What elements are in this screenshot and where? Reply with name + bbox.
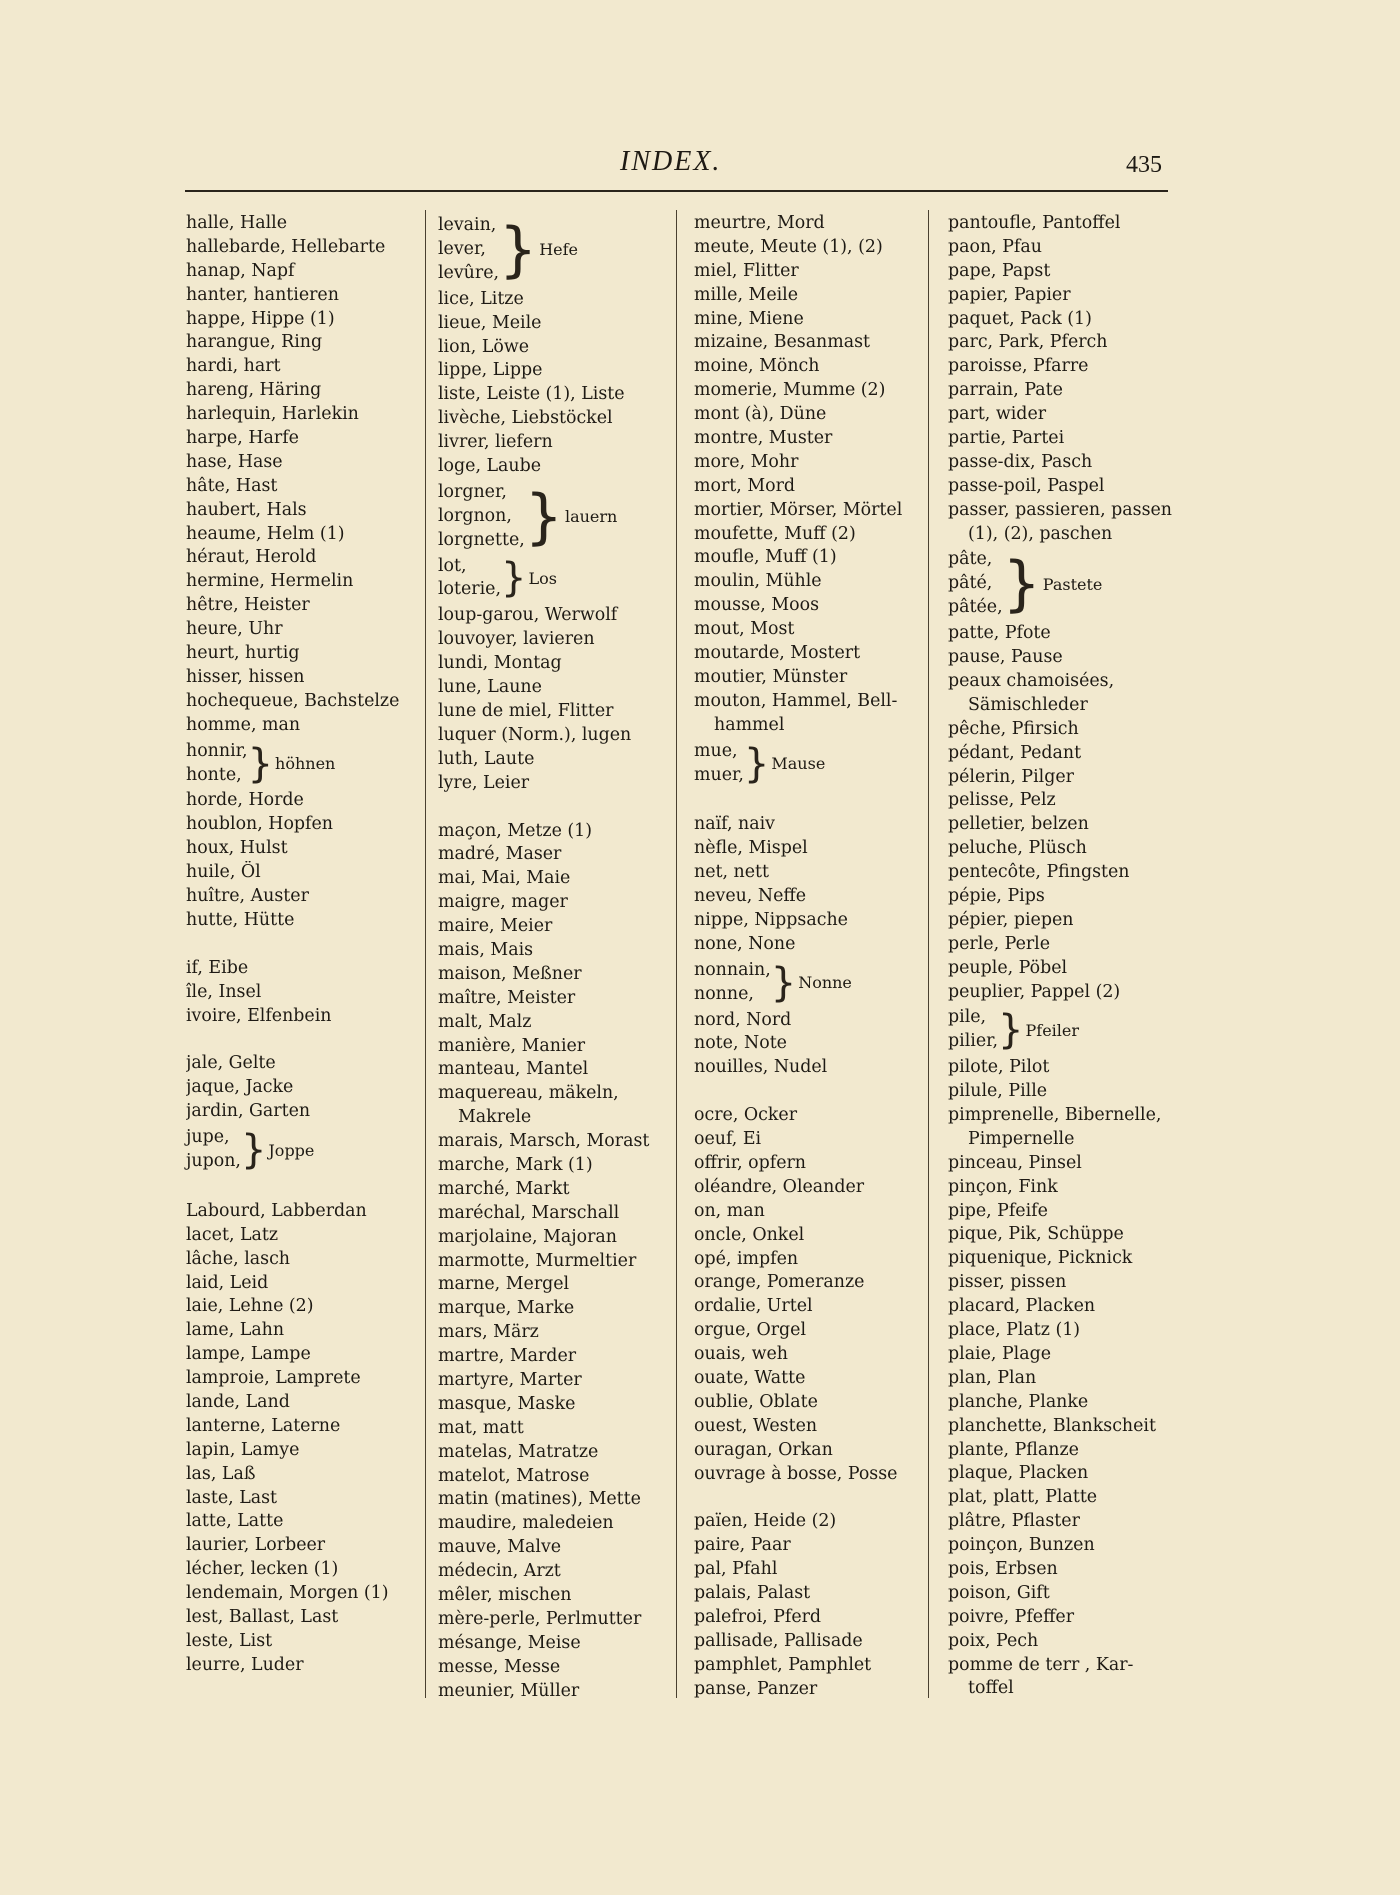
index-entry: loup-garou, Werwolf: [438, 605, 618, 626]
page-title: INDEX.: [620, 146, 722, 177]
group-word: lot,: [438, 555, 467, 576]
index-entry: Labourd, Labberdan: [186, 1200, 367, 1221]
index-entry: jale, Gelte: [186, 1053, 276, 1074]
group-target: Joppe: [268, 1140, 315, 1160]
index-entry: moufette, Muff (2): [694, 523, 856, 544]
group-word: loterie,: [438, 579, 502, 600]
index-entry: lune de miel, Flitter: [438, 700, 614, 721]
index-entry: moufle, Muff (1): [694, 547, 837, 568]
index-entry: heaume, Helm (1): [186, 523, 345, 544]
index-entry: lanterne, Laterne: [186, 1415, 341, 1436]
index-entry: malt, Malz: [438, 1011, 532, 1032]
group-words: [438, 214, 499, 286]
index-entry: paquet, Pack (1): [948, 308, 1092, 329]
index-entry: plan, Plan: [948, 1367, 1037, 1388]
index-entry: part, wider: [948, 404, 1047, 425]
index-entry: plâtre, Pflaster: [948, 1511, 1080, 1532]
curly-brace: }: [247, 740, 274, 787]
index-entry: meute, Meute (1), (2): [694, 236, 883, 257]
index-entry: lion, Löwe: [438, 336, 530, 357]
group-word: pile,: [948, 1007, 987, 1028]
index-entry: lampe, Lampe: [186, 1344, 311, 1365]
index-entry: harangue, Ring: [186, 332, 323, 353]
group-target: Pfeiler: [1025, 1020, 1080, 1040]
index-entry: hareng, Häring: [186, 380, 322, 401]
index-column-2: [438, 212, 671, 1701]
bracketed-entry-group: [694, 959, 928, 1007]
index-entry: matelot, Matrose: [438, 1465, 590, 1486]
index-entry: maçon, Metze (1): [438, 820, 593, 841]
curly-brace: }: [998, 1007, 1024, 1054]
index-entry: poix, Pech: [948, 1630, 1039, 1651]
index-entry: pilote, Pilot: [948, 1057, 1050, 1078]
index-entry: ouate, Watte: [694, 1368, 806, 1389]
index-entry: lendemain, Morgen (1): [186, 1583, 389, 1604]
group-word: lorgnon,: [438, 505, 512, 526]
index-entry: peuple, Pöbel: [948, 957, 1068, 978]
group-word: honte,: [186, 764, 242, 785]
index-entry: if, Eibe: [186, 957, 249, 978]
index-entry: livrer, liefern: [438, 432, 553, 453]
index-entry: laid, Leid: [186, 1272, 269, 1293]
section-gap: [186, 1176, 421, 1200]
index-entry: marmotte, Murmeltier: [438, 1250, 637, 1271]
index-entry: panse, Panzer: [694, 1678, 818, 1699]
index-entry: lapin, Lamye: [186, 1439, 300, 1460]
index-entry: masque, Maske: [438, 1393, 576, 1414]
section-gap: [694, 1080, 928, 1104]
index-entry: homme, man: [186, 714, 301, 735]
index-entry: hêtre, Heister: [186, 595, 310, 616]
group-word: levûre,: [438, 262, 500, 283]
index-entry: poinçon, Bunzen: [948, 1535, 1095, 1556]
index-entry: nèfle, Mispel: [694, 838, 808, 859]
group-words: [438, 555, 501, 603]
index-entry: pisser, pissen: [948, 1272, 1067, 1293]
group-word: lever,: [438, 238, 486, 259]
index-entry: pilule, Pille: [948, 1081, 1048, 1102]
index-entry: pipe, Pfeife: [948, 1200, 1048, 1221]
index-entry: plat, platt, Platte: [948, 1487, 1098, 1508]
curly-brace: }: [743, 740, 770, 787]
index-entry: pelletier, belzen: [948, 814, 1089, 835]
index-entry: mousse, Moos: [694, 595, 820, 616]
index-entry: montre, Muster: [694, 428, 833, 449]
page-header: [0, 146, 1400, 192]
index-entry: pinçon, Fink: [948, 1176, 1058, 1197]
index-entry: oublie, Oblate: [694, 1391, 818, 1412]
group-words: [186, 1126, 241, 1174]
index-entry: las, Laß: [186, 1463, 256, 1484]
index-entry: note, Note: [694, 1033, 787, 1054]
group-words: [948, 1006, 998, 1054]
index-entry: lieue, Meile: [438, 312, 542, 333]
index-entry: pépie, Pips: [948, 885, 1045, 906]
index-entry: pape, Papst: [948, 260, 1051, 281]
index-entry: lâche, lasch: [186, 1248, 291, 1269]
index-entry: mort, Mord: [694, 475, 796, 496]
index-entry: maudire, maledeien: [438, 1513, 614, 1534]
index-entry: hâte, Hast: [186, 475, 278, 496]
index-entry: pal, Pfahl: [694, 1559, 778, 1580]
bracketed-entry-group: [948, 548, 1180, 620]
index-entry: mine, Miene: [694, 308, 804, 329]
index-entry: pélerin, Pilger: [948, 766, 1074, 787]
section-gap: [438, 796, 671, 820]
bracketed-entry-group: [694, 740, 928, 788]
index-entry: miel, Flitter: [694, 260, 799, 281]
index-entry: houx, Hulst: [186, 838, 288, 859]
bracketed-entry-group: [438, 555, 671, 603]
index-entry: peaux chamoisées,: [948, 670, 1115, 691]
index-entry-continuation: toffel: [968, 1678, 1014, 1699]
bracketed-entry-group: [438, 481, 671, 553]
index-entry: hermine, Hermelin: [186, 571, 354, 592]
index-entry: momerie, Mumme (2): [694, 380, 886, 401]
index-entry: more, Mohr: [694, 451, 799, 472]
section-gap: [186, 1028, 421, 1052]
index-entry: pallisade, Pallisade: [694, 1630, 863, 1651]
index-entry: hardi, hart: [186, 356, 281, 377]
index-entry: houblon, Hopfen: [186, 814, 333, 835]
index-entry: mai, Mai, Maie: [438, 868, 571, 889]
index-entry: palefroi, Pferd: [694, 1607, 822, 1628]
index-entry: placard, Placken: [948, 1296, 1096, 1317]
index-entry: oncle, Onkel: [694, 1224, 805, 1245]
index-entry: louvoyer, lavieren: [438, 629, 595, 650]
index-entry: leste, List: [186, 1630, 273, 1651]
index-entry: latte, Latte: [186, 1511, 284, 1532]
index-entry-continuation: hammel: [714, 714, 785, 735]
index-entry: happe, Hippe (1): [186, 308, 335, 329]
index-entry: lame, Lahn: [186, 1320, 285, 1341]
index-entry: mizaine, Besanmast: [694, 332, 871, 353]
index-entry: parc, Park, Pferch: [948, 332, 1108, 353]
index-entry: messe, Messe: [438, 1656, 561, 1677]
index-entry: martre, Marder: [438, 1346, 577, 1367]
index-entry: manière, Manier: [438, 1035, 586, 1056]
index-entry: huile, Öl: [186, 862, 261, 883]
index-entry: laie, Lehne (2): [186, 1296, 314, 1317]
index-entry: none, None: [694, 933, 796, 954]
index-entry: lamproie, Lamprete: [186, 1368, 361, 1389]
index-entry: passe-dix, Pasch: [948, 451, 1093, 472]
group-target: höhnen: [275, 754, 336, 773]
index-entry: hase, Hase: [186, 451, 283, 472]
index-entry: lest, Ballast, Last: [186, 1607, 339, 1628]
index-entry: plante, Pflanze: [948, 1439, 1079, 1460]
index-entry: madré, Maser: [438, 844, 562, 865]
index-entry: lacet, Latz: [186, 1224, 279, 1245]
index-entry: maquereau, mäkeln,: [438, 1083, 619, 1104]
index-entry: mêler, mischen: [438, 1585, 572, 1605]
index-entry: passer, passieren, passen: [948, 499, 1173, 520]
index-entry: nippe, Nippsache: [694, 909, 848, 930]
group-word: mue,: [694, 740, 738, 761]
curly-brace: }: [770, 959, 797, 1006]
index-entry: hisser, hissen: [186, 666, 305, 687]
index-entry: peluche, Plüsch: [948, 838, 1087, 859]
index-entry: heure, Uhr: [186, 619, 283, 640]
index-entry: jardin, Garten: [186, 1101, 311, 1122]
index-entry: île, Insel: [186, 981, 262, 1002]
curly-brace: }: [499, 214, 538, 285]
group-target: Pastete: [1042, 574, 1103, 594]
index-entry: pelisse, Pelz: [948, 790, 1056, 811]
index-entry: jaque, Jacke: [186, 1077, 294, 1098]
column-divider: [928, 210, 929, 1698]
index-entry: parrain, Pate: [948, 380, 1063, 401]
index-entry: ouvrage à bosse, Posse: [694, 1463, 898, 1484]
index-entry: moine, Mönch: [694, 356, 820, 377]
index-entry: mouton, Hammel, Bell-: [694, 690, 898, 711]
index-entry: médecin, Arzt: [438, 1561, 561, 1582]
index-entry: pinceau, Pinsel: [948, 1152, 1082, 1173]
index-entry: pédant, Pedant: [948, 742, 1082, 763]
index-entry: ouragan, Orkan: [694, 1439, 833, 1460]
section-gap: [694, 1486, 928, 1510]
index-entry: ocre, Ocker: [694, 1105, 798, 1126]
index-entry: païen, Heide (2): [694, 1511, 837, 1532]
index-entry: peuplier, Pappel (2): [948, 981, 1121, 1002]
index-entry: nouilles, Nudel: [694, 1057, 828, 1078]
index-entry: mésange, Meise: [438, 1632, 581, 1653]
index-entry: ouais, weh: [694, 1344, 788, 1365]
index-entry: harlequin, Harlekin: [186, 404, 359, 425]
group-word: levain,: [438, 215, 497, 235]
index-entry: ouest, Westen: [694, 1415, 818, 1436]
curly-brace: }: [1002, 549, 1041, 620]
index-entry: nord, Nord: [694, 1009, 792, 1030]
index-entry: maréchal, Marschall: [438, 1202, 620, 1223]
index-entry: ordalie, Urtel: [694, 1296, 813, 1317]
group-target: lauern: [564, 507, 618, 527]
index-entry: martyre, Marter: [438, 1369, 582, 1390]
group-word: muer,: [694, 764, 744, 785]
index-entry: partie, Partei: [948, 428, 1065, 449]
index-entry: neveu, Neffe: [694, 886, 807, 907]
index-entry: paon, Pfau: [948, 236, 1042, 257]
index-entry: matelas, Matratze: [438, 1441, 599, 1462]
bracketed-entry-group: [948, 1006, 1180, 1054]
group-words: [694, 959, 771, 1007]
index-entry: opé, impfen: [694, 1248, 799, 1269]
index-entry: mère-perle, Perlmutter: [438, 1608, 642, 1629]
index-entry: orange, Pomeranze: [694, 1272, 865, 1293]
index-entry-continuation: Pimpernelle: [968, 1128, 1075, 1149]
group-words: [186, 740, 248, 788]
index-entry-continuation: (1), (2), paschen: [968, 523, 1113, 544]
bracketed-entry-group: [186, 740, 421, 788]
index-entry: leurre, Luder: [186, 1654, 304, 1675]
index-entry: on, man: [694, 1200, 765, 1221]
index-entry: pantoufle, Pantoffel: [948, 213, 1121, 233]
group-word: pâte,: [948, 549, 993, 570]
index-entry: lice, Litze: [438, 288, 524, 309]
index-entry: planchette, Blankscheit: [948, 1415, 1156, 1436]
group-target: Hefe: [539, 240, 579, 260]
index-entry: pimprenelle, Bibernelle,: [948, 1105, 1162, 1126]
group-word: pâté,: [948, 573, 993, 594]
group-word: lorgner,: [438, 481, 507, 502]
index-entry: maire, Meier: [438, 916, 553, 937]
header-rule: [185, 190, 1168, 192]
index-entry: offrir, opfern: [694, 1153, 807, 1174]
index-entry: paroisse, Pfarre: [948, 356, 1089, 377]
curly-brace: }: [524, 481, 563, 552]
index-entry: mais, Mais: [438, 939, 534, 960]
bracketed-entry-group: [186, 1126, 421, 1174]
group-word: jupon,: [186, 1151, 241, 1171]
index-entry: meunier, Müller: [438, 1680, 580, 1701]
index-entry: luquer (Norm.), lugen: [438, 724, 632, 745]
index-entry: maison, Meßner: [438, 963, 582, 984]
index-entry: lyre, Leier: [438, 772, 530, 793]
index-entry: hanter, hantieren: [186, 284, 339, 305]
index-entry: mont (à), Düne: [694, 404, 827, 425]
curly-brace: }: [501, 555, 527, 602]
index-entry: perle, Perle: [948, 933, 1051, 954]
column-divider: [425, 210, 426, 1698]
index-entry: moutier, Münster: [694, 666, 848, 687]
index-entry: pique, Pik, Schüppe: [948, 1224, 1124, 1245]
index-entry: piquenique, Picknick: [948, 1248, 1133, 1269]
index-entry: marjolaine, Majoran: [438, 1226, 617, 1247]
index-entry: maître, Meister: [438, 987, 576, 1008]
index-entry: patte, Pfote: [948, 623, 1051, 644]
index-entry: ivoire, Elfenbein: [186, 1005, 332, 1026]
index-column-4: [948, 212, 1180, 1697]
index-entry: laste, Last: [186, 1487, 278, 1508]
index-entry: mauve, Malve: [438, 1537, 562, 1558]
index-entry: pause, Pause: [948, 647, 1063, 668]
index-entry-continuation: Sämischleder: [968, 694, 1088, 715]
index-entry: halle, Halle: [186, 213, 287, 233]
index-entry: marque, Marke: [438, 1298, 575, 1319]
index-entry: marais, Marsch, Morast: [438, 1131, 650, 1152]
bracketed-entry-group: [438, 214, 671, 286]
index-entry: héraut, Herold: [186, 547, 317, 568]
index-entry: haubert, Hals: [186, 499, 307, 520]
index-entry: plaie, Plage: [948, 1343, 1052, 1364]
index-entry: liste, Leiste (1), Liste: [438, 384, 625, 405]
curly-brace: }: [240, 1127, 267, 1173]
group-word: pâtée,: [948, 597, 1003, 618]
group-target: Nonne: [798, 973, 852, 993]
index-entry: pamphlet, Pamphlet: [694, 1654, 872, 1675]
index-entry: place, Platz (1): [948, 1320, 1081, 1341]
index-entry: moutarde, Mostert: [694, 643, 861, 664]
index-entry: oeuf, Ei: [694, 1129, 762, 1150]
index-entry: lundi, Montag: [438, 653, 562, 674]
index-entry: laurier, Lorbeer: [186, 1535, 326, 1556]
index-entry: papier, Papier: [948, 284, 1071, 305]
index-entry: mat, matt: [438, 1417, 524, 1438]
index-entry: mout, Most: [694, 619, 795, 640]
index-entry: lécher, lecken (1): [186, 1559, 339, 1580]
index-entry: orgue, Orgel: [694, 1320, 807, 1341]
group-word: lorgnette,: [438, 529, 525, 550]
index-entry: paire, Paar: [694, 1535, 791, 1556]
index-entry: mortier, Mörser, Mörtel: [694, 499, 903, 520]
group-target: Mause: [771, 754, 826, 773]
column-divider: [676, 210, 677, 1698]
index-entry: pêche, Pfirsich: [948, 718, 1079, 739]
index-entry: maigre, mager: [438, 892, 568, 913]
index-entry: manteau, Mantel: [438, 1059, 589, 1080]
index-entry: poison, Gift: [948, 1582, 1050, 1603]
index-entry-continuation: Makrele: [458, 1107, 532, 1128]
index-entry: plaque, Placken: [948, 1463, 1089, 1484]
group-words: [948, 548, 1003, 620]
index-entry: pois, Erbsen: [948, 1558, 1058, 1579]
index-entry: huître, Auster: [186, 885, 309, 906]
index-entry: lune, Laune: [438, 677, 542, 698]
index-entry: pépier, piepen: [948, 909, 1074, 930]
index-entry: poivre, Pfeffer: [948, 1606, 1075, 1627]
group-word: nonne,: [694, 983, 754, 1004]
group-word: honnir,: [186, 740, 248, 761]
index-entry: livèche, Liebstöckel: [438, 408, 613, 429]
index-entry: mille, Meile: [694, 284, 799, 305]
index-entry: pomme de terr , Kar-: [948, 1654, 1134, 1675]
index-entry: luth, Laute: [438, 748, 535, 769]
index-entry: moulin, Mühle: [694, 571, 822, 592]
index-entry: passe-poil, Paspel: [948, 475, 1105, 496]
index-entry: hallebarde, Hellebarte: [186, 236, 386, 257]
page-number: 435: [1126, 152, 1162, 178]
index-column-1: [186, 212, 421, 1697]
index-entry: naïf, naiv: [694, 814, 775, 835]
index-entry: harpe, Harfe: [186, 428, 299, 449]
index-entry: lippe, Lippe: [438, 360, 543, 381]
index-entry: horde, Horde: [186, 790, 304, 811]
group-target: Los: [528, 568, 557, 588]
group-word: jupe,: [186, 1127, 230, 1148]
index-entry: net, nett: [694, 862, 770, 883]
index-entry: mars, März: [438, 1322, 539, 1343]
section-gap: [694, 789, 928, 813]
index-entry: heurt, hurtig: [186, 643, 300, 664]
index-entry: marché, Markt: [438, 1178, 570, 1199]
index-column-3: [694, 212, 928, 1697]
group-word: nonnain,: [694, 959, 771, 980]
index-entry: meurtre, Mord: [694, 213, 825, 233]
index-entry: marne, Mergel: [438, 1274, 570, 1295]
index-entry: hanap, Napf: [186, 260, 295, 281]
index-entry: planche, Planke: [948, 1391, 1089, 1412]
index-entry: matin (matines), Mette: [438, 1489, 641, 1510]
index-entry: marche, Mark (1): [438, 1154, 593, 1175]
group-words: [438, 481, 525, 553]
index-entry: lande, Land: [186, 1392, 290, 1413]
index-entry: loge, Laube: [438, 455, 542, 476]
index-entry: palais, Palast: [694, 1583, 811, 1604]
section-gap: [186, 933, 421, 957]
index-entry: pentecôte, Pfingsten: [948, 862, 1130, 883]
group-words: [694, 740, 744, 788]
index-entry: hochequeue, Bachstelze: [186, 690, 400, 711]
index-entry: oléandre, Oleander: [694, 1176, 865, 1197]
group-word: pilier,: [948, 1031, 999, 1052]
index-entry: hutte, Hütte: [186, 909, 295, 930]
